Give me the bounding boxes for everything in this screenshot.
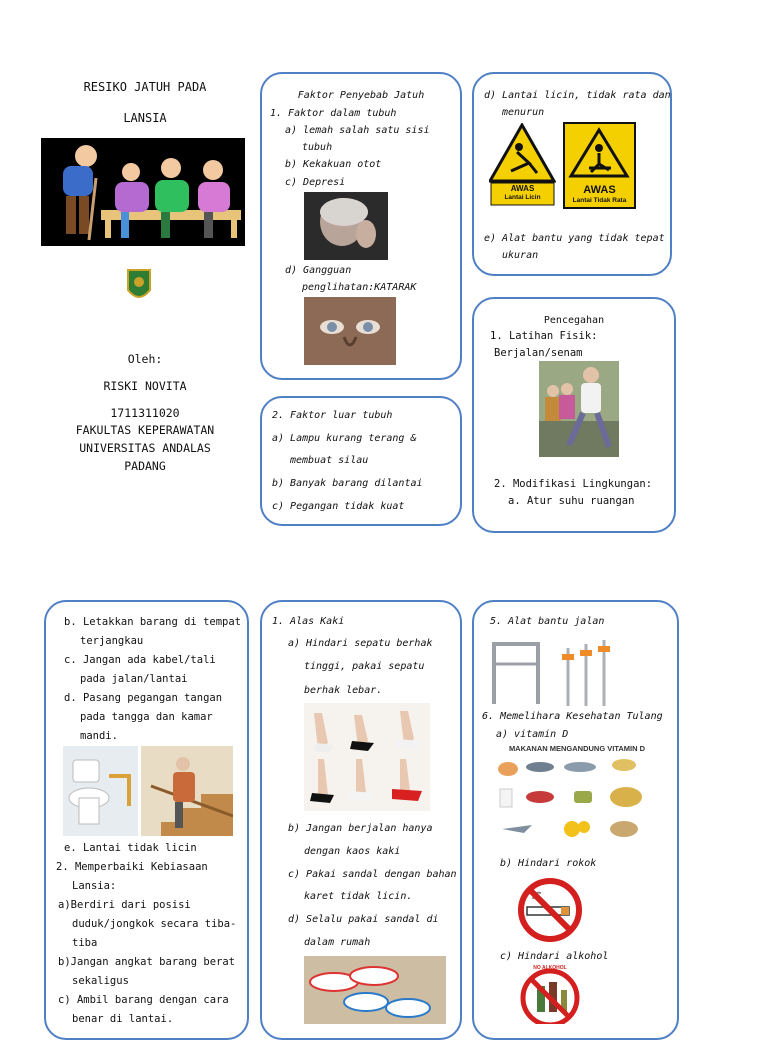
- slippery-floor-sign: [489, 123, 556, 207]
- elderly-group-image: [41, 138, 245, 246]
- habits-c1: c) Ambil barang dengan cara: [58, 994, 229, 1006]
- habits-b2: sekaligus: [72, 975, 129, 987]
- causes-d1: d) Gangguan: [285, 265, 352, 276]
- stair-handrail-image: [141, 746, 233, 836]
- avoid-smoking-item: b) Hindari rokok: [500, 858, 597, 869]
- cover-by-label: Oleh:: [127, 352, 163, 366]
- bone-health-title: 6. Memelihara Kesehatan Tulang: [482, 711, 663, 722]
- env-b1: b. Letakkan barang di tempat: [64, 616, 242, 628]
- high-heels-image: [304, 703, 430, 811]
- cover-title-line1: RESIKO JATUH PADA: [83, 80, 207, 94]
- habits-a2: duduk/jongkok secara tiba-: [72, 918, 237, 930]
- habits-subtitle: Lansia:: [72, 880, 117, 892]
- prevention-p1b: Berjalan/senam: [494, 347, 583, 359]
- causes-internal-title: 1. Faktor dalam tubuh: [270, 108, 397, 119]
- cover-author: RISKI NOVITA: [103, 379, 187, 393]
- env-b2: terjangkau: [80, 635, 144, 647]
- toilet-handrail-image: [63, 746, 138, 836]
- env-d1: d. Pasang pegangan tangan: [64, 692, 223, 704]
- external-c: c) Pegangan tidak kuat: [272, 501, 405, 512]
- causes-a2: tubuh: [302, 142, 333, 153]
- external-a2: membuat silau: [290, 455, 369, 466]
- external-a1: a) Lampu kurang terang &: [272, 433, 417, 444]
- external-title: 2. Faktor luar tubuh: [272, 410, 393, 421]
- footwear-d1: d) Selalu pakai sandal di: [288, 914, 439, 925]
- no-alcohol-icon: [515, 964, 585, 1024]
- footwear-c2: karet tidak licin.: [304, 891, 413, 902]
- causes-a1: a) lemah salah satu sisi: [285, 125, 430, 136]
- floor-d2: menurun: [502, 107, 545, 118]
- floor-e1: e) Alat bantu yang tidak tepat: [484, 233, 665, 244]
- cataract-eyes-image: [304, 297, 396, 365]
- vitamin-d-banner: MAKANAN MENGANDUNG VITAMIN D: [508, 744, 646, 753]
- sign1-awas: AWAS: [510, 184, 535, 193]
- vitamin-d-foods-image: [494, 743, 660, 847]
- cover-faculty: FAKULTAS KEPERAWATAN: [75, 423, 215, 437]
- uneven-floor-sign: [563, 122, 636, 209]
- cover-title-line2: LANSIA: [123, 111, 167, 125]
- exercise-image: [539, 361, 619, 457]
- cover-city: PADANG: [124, 459, 166, 473]
- causes-b: b) Kekakuan otot: [285, 159, 382, 170]
- habits-a1: a)Berdiri dari posisi: [58, 899, 191, 911]
- habits-c2: benar di lantai.: [72, 1013, 174, 1025]
- prevention-heading: Pencegahan: [543, 315, 605, 326]
- no-smoking-icon: [515, 877, 586, 943]
- floor-e2: ukuran: [502, 250, 539, 261]
- habits-b1: b)Jangan angkat barang berat: [58, 956, 236, 968]
- causes-c: c) Depresi: [285, 177, 346, 188]
- env-c2: pada jalan/lantai: [80, 673, 188, 685]
- habits-title: 2. Memperbaiki Kebiasaan: [56, 861, 208, 873]
- walking-aids-image: [488, 634, 612, 708]
- footwear-a1: a) Hindari sepatu berhak: [288, 638, 433, 649]
- vitamin-d-item: a) vitamin D: [496, 729, 569, 740]
- env-d2: pada tangga dan kamar: [80, 711, 213, 723]
- prevention-p2: 2. Modifikasi Lingkungan:: [494, 478, 653, 490]
- footwear-c1: c) Pakai sandal dengan bahan: [288, 869, 457, 880]
- footwear-b2: dengan kaos kaki: [304, 846, 401, 857]
- sandals-image: [304, 956, 446, 1024]
- footwear-a2: tinggi, pakai sepatu: [304, 661, 425, 672]
- footwear-d2: dalam rumah: [304, 937, 371, 948]
- cover-student-id: 1711311020: [110, 406, 180, 420]
- avoid-alcohol-item: c) Hindari alkohol: [500, 951, 609, 962]
- aids-title: 5. Alat bantu jalan: [490, 616, 605, 627]
- sign1-label: Lantai Licin: [504, 194, 541, 201]
- university-logo: [126, 266, 152, 306]
- footwear-b1: b) Jangan berjalan hanya: [288, 823, 433, 834]
- env-d3: mandi.: [80, 730, 118, 742]
- habits-a3: tiba: [72, 937, 98, 949]
- prevention-p2a: a. Atur suhu ruangan: [508, 495, 635, 507]
- prevention-p1a: 1. Latihan Fisik:: [490, 330, 598, 342]
- cover-university: UNIVERSITAS ANDALAS: [79, 441, 211, 455]
- sign2-awas: AWAS: [583, 184, 616, 196]
- no-alcohol-label: NO ALKOHOL: [533, 965, 567, 971]
- footwear-title: 1. Alas Kaki: [272, 616, 345, 627]
- depression-image: [304, 192, 388, 260]
- causes-heading: Faktor Penyebab Jatuh: [297, 90, 425, 101]
- env-e: e. Lantai tidak licin: [64, 842, 197, 854]
- env-c1: c. Jangan ada kabel/tali: [64, 654, 216, 666]
- floor-d1: d) Lantai licin, tidak rata dan: [484, 90, 671, 101]
- footwear-a3: berhak lebar.: [304, 685, 383, 696]
- sign2-label: Lantai Tidak Rata: [572, 197, 627, 204]
- causes-d2: penglihatan:KATARAK: [302, 282, 417, 293]
- external-b: b) Banyak barang dilantai: [272, 478, 423, 489]
